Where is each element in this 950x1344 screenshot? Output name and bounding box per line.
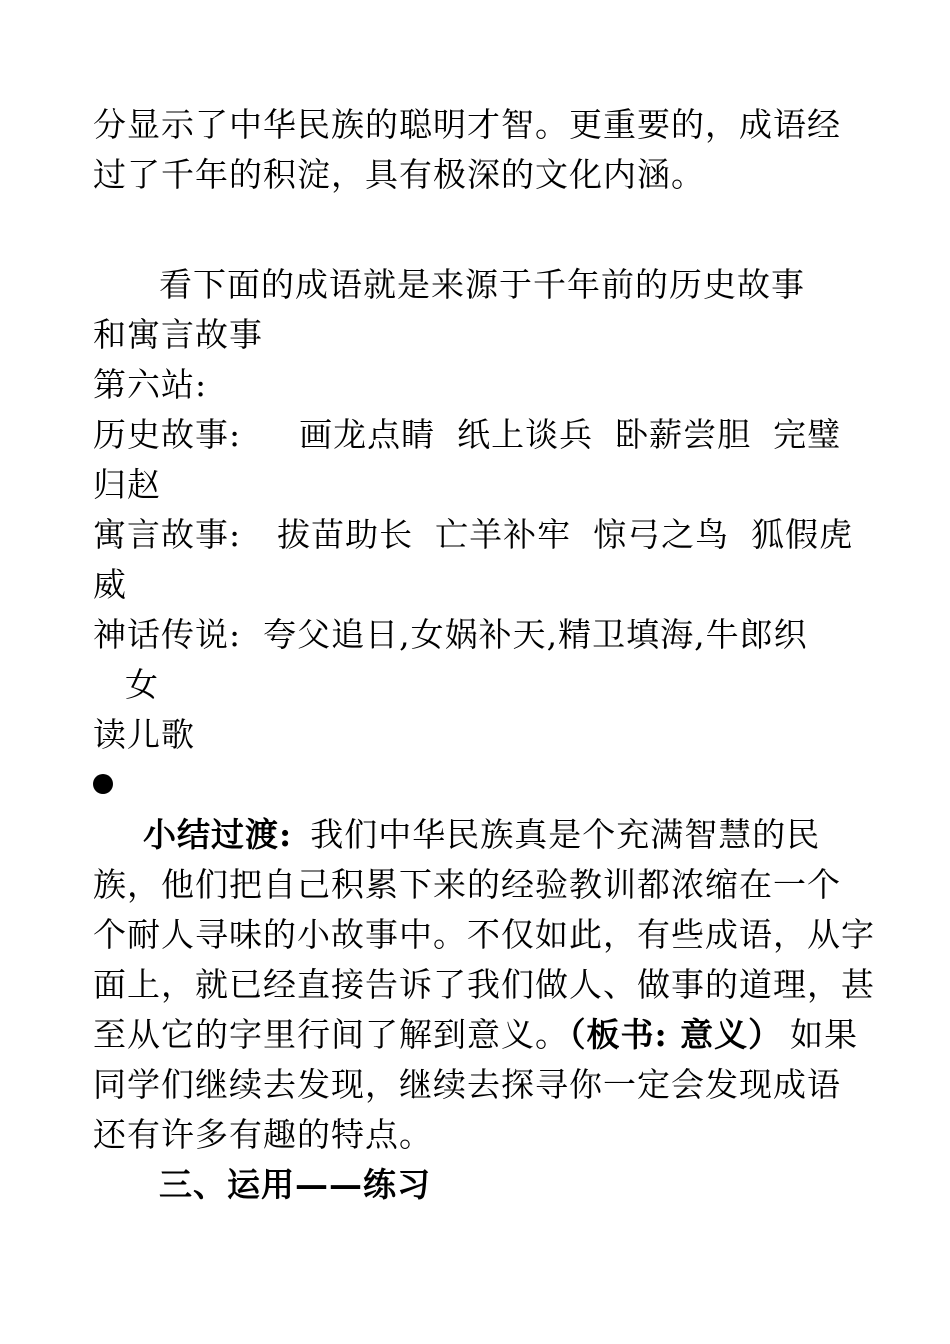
myth-cont: 女 [125,665,159,704]
idiom: 惊弓之鸟 [593,515,730,554]
history-cont: 归赵 [93,465,161,504]
intro-line-1: 分显示了中华民族的聪明才智。更重要的，成语经 [93,105,841,144]
summary-line-1 [93,810,863,860]
idiom: 狐假虎 [751,515,854,554]
rhyme-heading: 读儿歌 [93,715,195,754]
summary-line-4: 面上，就已经直接告诉了我们做人、做事的道理，甚 [93,965,875,1004]
summary-line-3: 个耐人寻味的小故事中。不仅如此，有些成语，从字 [93,915,875,954]
fable-label: 寓言故事: [93,515,242,554]
summary-line-2: 族，他们把自己积累下来的经验教训都浓缩在一个 [93,865,841,904]
summary-line-6: 同学们继续去发现，继续去探寻你一定会发现成语 [93,1065,841,1104]
idiom: 亡羊补牢 [435,515,572,554]
summary-text: 如果 [790,1015,859,1054]
idiom: 画龙点睛 [299,415,436,454]
idiom: 完璧 [773,415,842,454]
idiom: 纸上谈兵 [457,415,594,454]
summary-line-5 [93,1010,863,1060]
bullet-icon [93,774,113,794]
bullet-line [93,760,863,810]
source-line-2: 和寓言故事 [93,315,263,354]
history-label: 历史故事: [93,415,242,454]
idiom: 拔苗助长 [277,515,414,554]
summary-text: 我们中华民族真是个充满智慧的民 [310,815,821,854]
board-note: （板书: 意义） [569,1015,783,1054]
fable-cont: 威 [93,565,127,604]
myth-label: 神话传说: [93,615,242,654]
station-heading: 第六站: [93,365,208,404]
section-3-heading: 三、运用——练习 [159,1165,431,1204]
history-stories [93,410,863,460]
source-line-1: 看下面的成语就是来源于千年前的历史故事 [159,265,805,304]
myth-legends [93,610,863,660]
spacer [93,200,863,260]
summary-text: 至从它的字里行间了解到意义。 [93,1015,569,1054]
fable-stories [93,510,863,560]
summary-line-7: 还有许多有趣的特点。 [93,1115,433,1154]
myth-text: 夸父追日,女娲补天,精卫填海,牛郎织 [263,615,808,654]
intro-line-2: 过了千年的积淀，具有极深的文化内涵。 [93,155,705,194]
document-body [93,100,875,1210]
idiom: 卧薪尝胆 [615,415,752,454]
summary-title: 小结过渡: [143,815,293,854]
